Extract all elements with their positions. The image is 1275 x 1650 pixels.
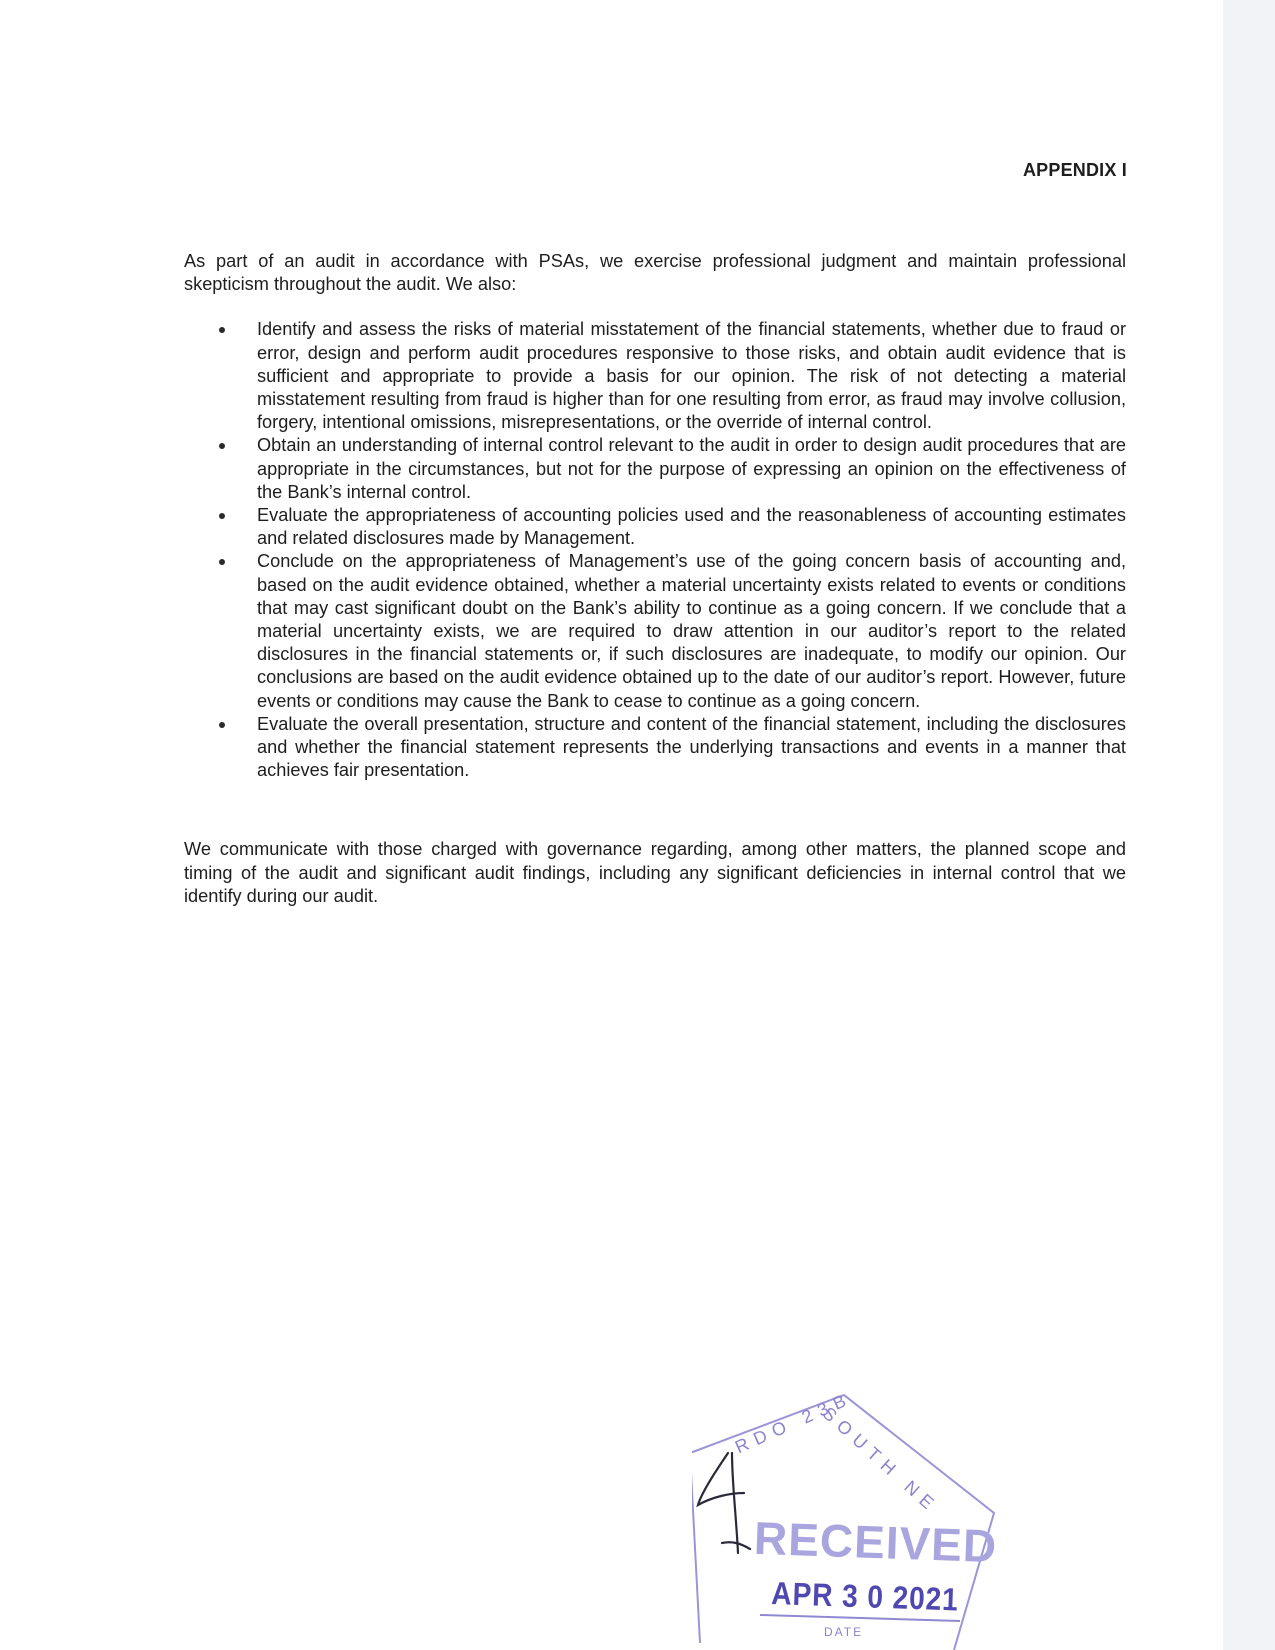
list-item [184,434,1126,504]
list-item-text: Identify and assess the risks of material misstatement of the financial statements, whether due to fraud or error, design and perform audit procedures responsive to those risks, and obtain audit evidence that is sufficient and appropriate to provide a basis for our opinion. The risk of not detecting a material misstatement resulting from fraud is higher than for one resulting from error, as fraud may involve collusion, forgery, intentional omissions, misrepresentations, or the override of internal control. [257,319,1126,433]
appendix-title: APPENDIX I [1022,160,1127,180]
list-item-text: Evaluate the overall presentation, structure and content of the financial statement, including the disclosures and whether the financial statement represents the underlying transactions and events in a manner that achieves fair presentation. [257,713,1126,781]
procedure-list [184,318,1126,782]
bullet-icon [219,722,225,728]
list-item [184,713,1126,783]
stamp-received-label: RECEIVED [753,1511,999,1573]
stamp-date: APR 3 0 2021 [770,1575,960,1618]
initials-mark [698,1453,750,1553]
bullet-icon [219,327,225,333]
received-stamp [692,1387,1022,1650]
bullet-icon [219,513,225,519]
closing-paragraph: We communicate with those charged with governance regarding, among other matters, the planned scope and timing of the audit and significant audit findings, including any significant deficiencies in internal control that we identify during our audit. [184,839,1126,906]
list-item-text: Conclude on the appropriateness of Management’s use of the going concern basis of accounting and, based on the audit evidence obtained, whether a material uncertainty exists related to events or conditions that may cast significant doubt on the Bank’s ability to continue as a going concern. If we conclude that a material uncertainty exists, we are required to draw attention in our auditor’s report to the related disclosures in the financial statements or, if such disclosures are inadequate, to modify our opinion. Our conclusions are based on the audit evidence obtained up to the date of our auditor’s report. However, future events or conditions may cause the Bank to cease to continue as a going concern. [257,551,1126,711]
stamp-date-label: DATE [824,1625,864,1639]
bullet-icon [219,559,225,565]
stamp-arc-left: RDO 23B [732,1387,856,1458]
list-item [184,550,1126,712]
bullet-icon [219,443,225,449]
stamp-arc-right: SOUTH NE [818,1403,943,1518]
list-item [184,504,1126,550]
list-item-text: Obtain an understanding of internal control relevant to the audit in order to design audit procedures that are appropriate in the circumstances, but not for the purpose of expressing an opinion on the effectiveness of the Bank’s internal control. [257,435,1126,502]
intro-paragraph: As part of an audit in accordance with PSAs, we exercise professional judgment and maintain professional skepticism throughout the audit. We also: [184,251,1126,295]
list-item-text: Evaluate the appropriateness of accounting policies used and the reasonableness of accounting estimates and related disclosures made by Management. [257,505,1126,549]
document-body [184,250,1126,908]
list-item [184,318,1126,434]
